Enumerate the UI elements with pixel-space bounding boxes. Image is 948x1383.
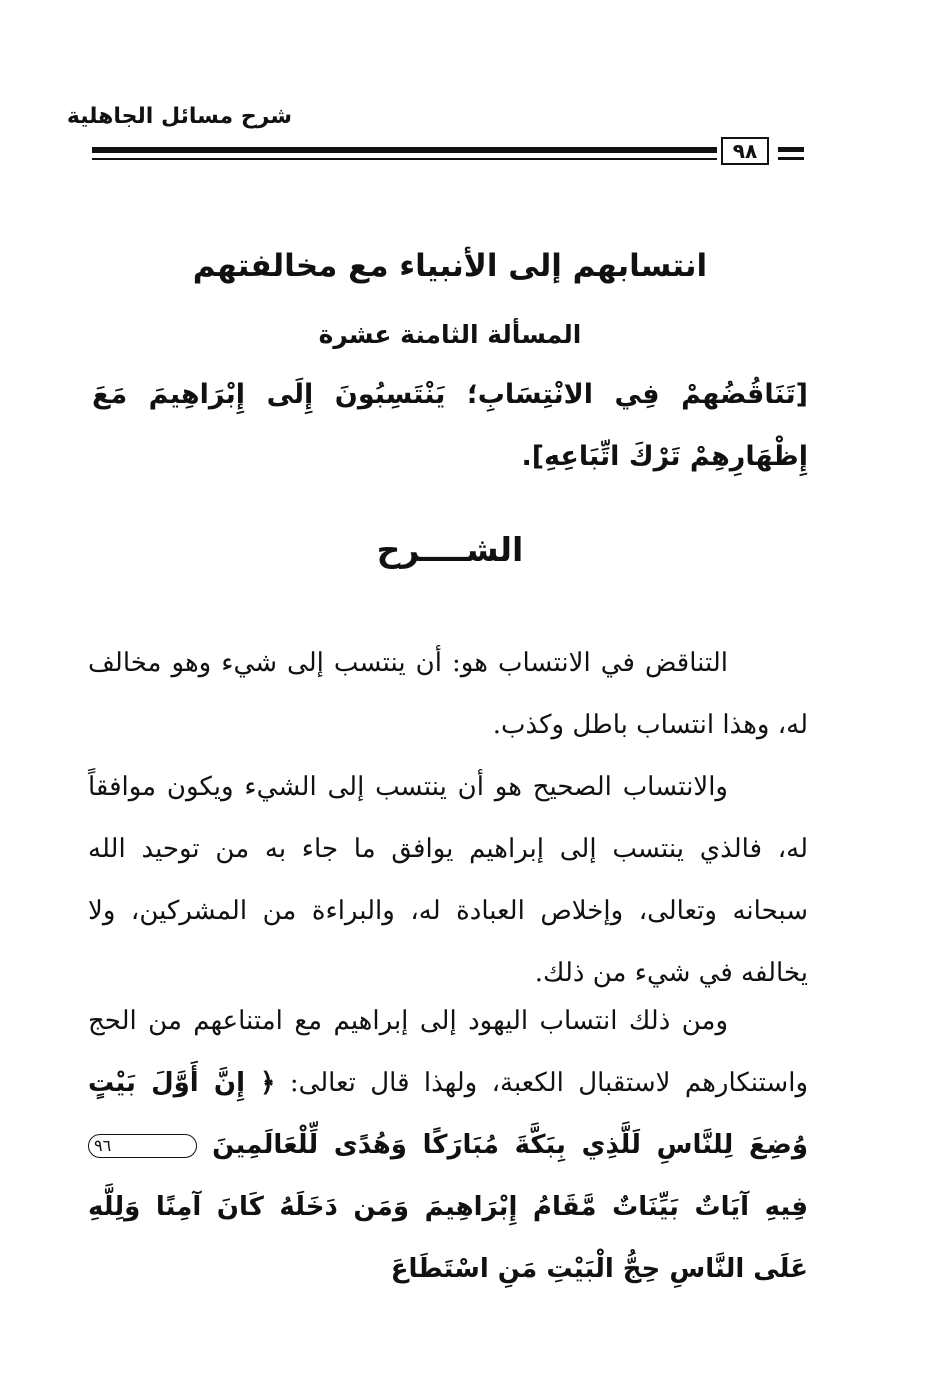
running-title: شرح مسائل الجاهلية bbox=[66, 104, 292, 129]
quran-verse-part-2: فِيهِ آيَاتٌ بَيِّنَاتٌ مَّقَامُ إِبْرَاهِيمَ وَمَن دَخَلَهُ كَانَ آمِنًا وَلِلَّهِ عَلَى النَّاسِ حِجُّ الْبَيْتِ مَنِ اسْتَطَاعَ bbox=[88, 1192, 808, 1284]
paragraph-jews-affiliation bbox=[88, 990, 808, 1300]
paragraph-contradiction: التناقض في الانتساب هو: أن ينتسب إلى شيء وهو مخالف له، وهذا انتساب باطل وكذب. bbox=[88, 648, 808, 740]
chapter-title: انتسابهم إلى الأنبياء مع مخالفتهم bbox=[192, 248, 708, 284]
paragraph-intro: ومن ذلك انتساب اليهود إلى إبراهيم مع امتناعهم من الحج واستنكارهم لاستقبال الكعبة، ولهذا قال تعالى: bbox=[88, 1006, 808, 1098]
matn-text: [تَنَاقُضُهمْ فِي الانْتِسَابِ؛ يَنْتَسِبُونَ إِلَى إِبْرَاهِيمَ مَعَ إِظْهَارِهِمْ تَرْكَ اتِّبَاعِهِ]. bbox=[92, 379, 808, 472]
header-rule-right-thick bbox=[778, 147, 804, 152]
header-rule-thick bbox=[92, 147, 717, 153]
paragraph-correct-affiliation: والانتساب الصحيح هو أن ينتسب إلى الشيء ويكون موافقاً له، فالذي ينتسب إلى إبراهيم يوافق ما جاء به من توحيد الله سبحانه وتعالى، وإخلاص العبادة له، والبراءة من المشركين، ولا يخالفه في شيء من ذلك. bbox=[88, 772, 808, 988]
header-rule-thin bbox=[92, 158, 717, 160]
header-rule-right-thin bbox=[778, 157, 804, 160]
quran-verse-part-1: ﴿ إِنَّ أَوَّلَ بَيْتٍ وُضِعَ لِلنَّاسِ لَلَّذِي بِبَكَّةَ مُبَارَكًا وَهُدًى لِّلْعَالَمِينَ bbox=[88, 1068, 808, 1160]
verse-number: ٩٦ bbox=[88, 1134, 197, 1158]
page-number: ٩٨ bbox=[721, 137, 769, 165]
sharh-heading: الشــــرح bbox=[376, 530, 524, 569]
issue-title: المسألة الثامنة عشرة bbox=[318, 320, 582, 349]
